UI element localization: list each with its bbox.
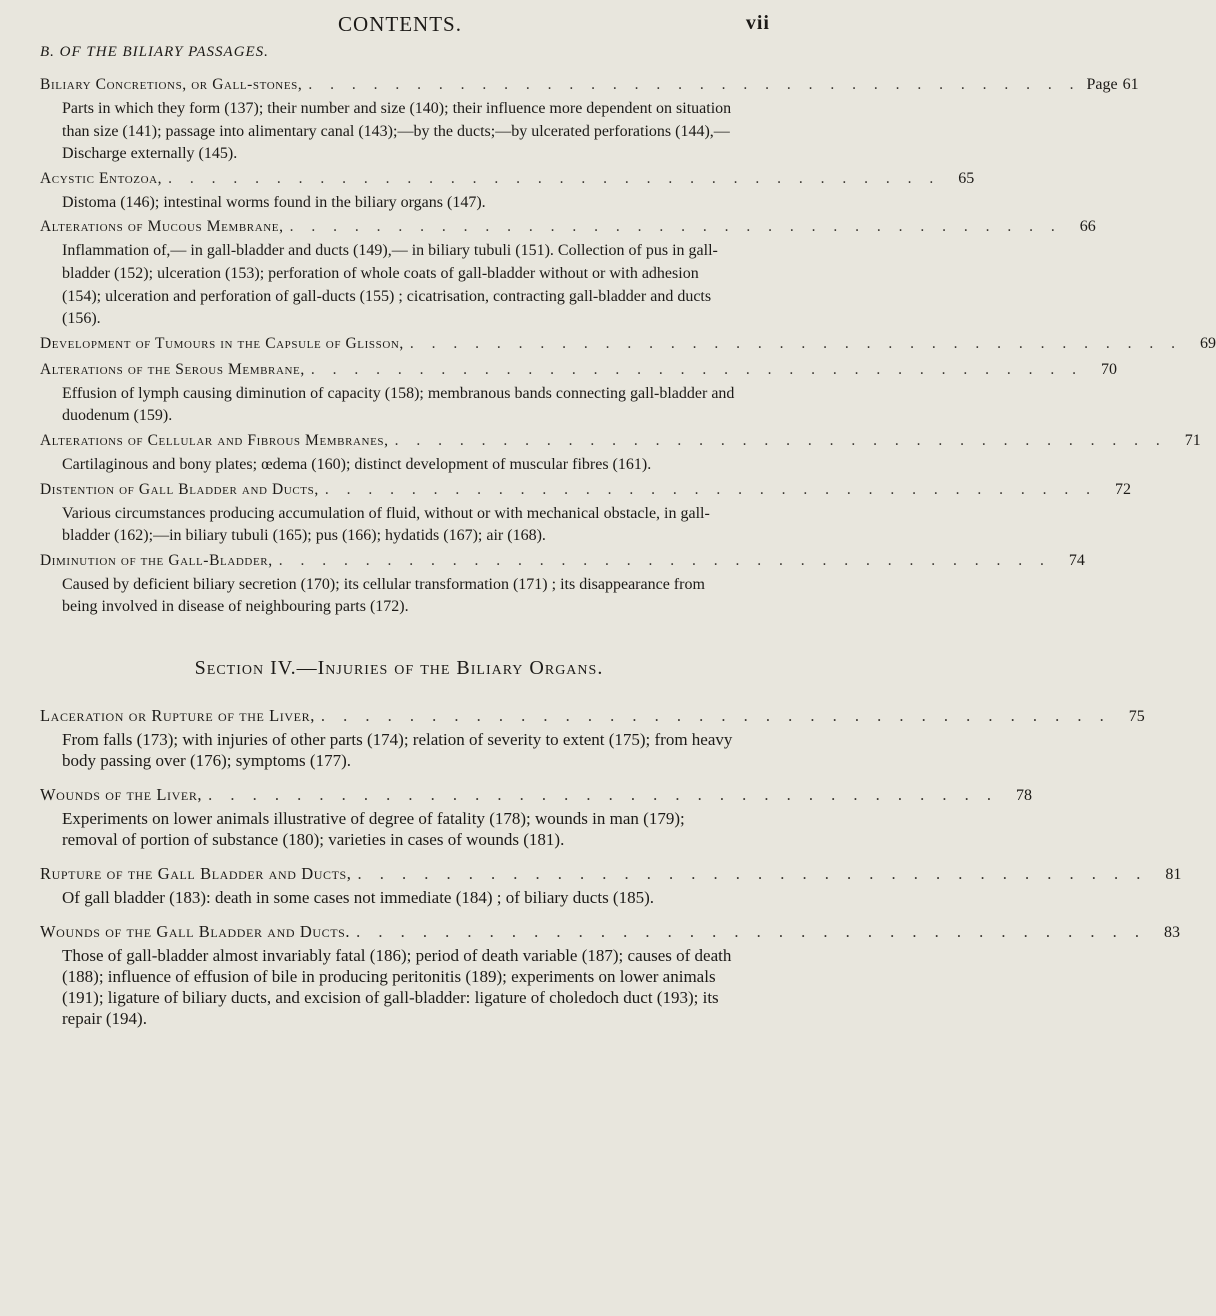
toc-page-number: 71 — [1184, 431, 1201, 449]
toc-entry-description: Cartilaginous and bony plates; œdema (160); distinct development of muscular fibres (161). — [62, 455, 652, 473]
toc-entry-description: From falls (173); with injuries of other parts (174); relation of severity to extent (175); from heavy body passing over (176); symptoms (177). — [62, 729, 733, 770]
toc-page-number: 72 — [1114, 480, 1131, 498]
dot-leaders: . . . . . . . . . . . . . . . . . . . . . . . . . . . . . . . . . . . . — [208, 784, 999, 804]
toc-entry-heading — [40, 548, 1085, 574]
toc-entry — [40, 357, 1117, 428]
toc-entry-title: Alterations of Mucous Membrane, — [40, 218, 284, 236]
toc-entry-heading — [40, 357, 1117, 383]
toc-entry-description: Caused by deficient biliary secretion (170); its cellular transformation (171) ; its disappearance from being involved in disease of neighbouring parts (172). — [62, 575, 705, 616]
toc-entry-heading — [40, 72, 1139, 98]
toc-entry — [40, 477, 1131, 548]
toc-page-number: 74 — [1068, 551, 1085, 569]
toc-entry-heading — [40, 704, 1145, 729]
toc-entry — [40, 331, 1216, 357]
dot-leaders: . . . . . . . . . . . . . . . . . . . . . . . . . . . . . . . . . . . . — [320, 705, 1111, 725]
section-heading-prefix: Section IV.— — [194, 656, 318, 679]
dot-leaders: . . . . . . . . . . . . . . . . . . . . . . . . . . . . . . . . . . . . — [409, 334, 1183, 352]
page-label: Page — [1086, 76, 1118, 93]
toc-entry — [40, 704, 1145, 771]
toc-entry-title: Alterations of Cellular and Fibrous Membranes, — [40, 431, 389, 449]
toc-page-number: 78 — [1016, 786, 1033, 804]
toc-entry-description: Of gall bladder (183): death in some cases not immediate (184) ; of biliary ducts (185). — [62, 887, 655, 907]
toc-entry-title: Rupture of the Gall Bladder and Ducts, — [40, 863, 352, 883]
dot-leaders: . . . . . . . . . . . . . . . . . . . . . . . . . . . . . . . . . . . . — [308, 76, 1081, 93]
toc-entry-description: Effusion of lymph causing diminution of capacity (158); membranous bands connecting gall-bladder and duodenum (159). — [62, 384, 735, 425]
subsection-heading: B. OF THE BILIARY PASSAGES. — [40, 44, 269, 60]
toc-entry-description: Various circumstances producing accumulation of fluid, without or with mechanical obstacle, in gall-bladder (162);—in biliary tubuli (165); pus (166); hydatids (167); air (168). — [62, 504, 710, 545]
toc-entry — [40, 428, 1201, 477]
page-header — [0, 8, 800, 42]
dot-leaders: . . . . . . . . . . . . . . . . . . . . . . . . . . . . . . . . . . . . — [324, 480, 1097, 498]
toc-entry-description: Distoma (146); intestinal worms found in the biliary organs (147). — [62, 193, 486, 211]
page-number: vii — [745, 12, 770, 34]
toc-entry-title: Development of Tumours in the Capsule of Glisson, — [40, 334, 404, 352]
toc-entry-heading — [40, 214, 1096, 240]
dot-leaders: . . . . . . . . . . . . . . . . . . . . . . . . . . . . . . . . . . . . — [289, 218, 1062, 236]
toc-entry-title: Biliary Concretions, or Gall-stones, — [40, 76, 303, 93]
toc-page-number: 70 — [1100, 360, 1117, 378]
toc-page-ref — [1117, 705, 1145, 729]
toc-entry — [40, 166, 975, 215]
toc-entry-heading — [40, 862, 1182, 887]
dot-leaders: . . . . . . . . . . . . . . . . . . . . . . . . . . . . . . . . . . . . — [357, 863, 1148, 883]
toc-entry-description: Those of gall-bladder almost invariably fatal (186); period of death variable (187); causes of death (188); influence of effusion of bile in producing peritonitis (189); experiments on lower animals (191); ligature of biliary ducts, and excision of gall-bladder: ligature of choledoch duct (193); its repair (194). — [62, 945, 732, 1028]
toc-entry — [40, 72, 1139, 166]
dot-leaders: . . . . . . . . . . . . . . . . . . . . . . . . . . . . . . . . . . . . — [278, 551, 1051, 569]
toc-page-ref — [1004, 784, 1032, 808]
toc-entry-title: Distention of Gall Bladder and Ducts, — [40, 480, 319, 498]
toc-entry-title: Wounds of the Liver, — [40, 784, 203, 804]
toc-entry-heading — [40, 428, 1201, 454]
toc-page-ref — [1152, 921, 1180, 945]
toc-entry-heading — [40, 920, 1181, 945]
toc-entry-heading — [40, 166, 975, 192]
toc-entry-heading — [40, 331, 1216, 357]
dot-leaders: . . . . . . . . . . . . . . . . . . . . . . . . . . . . . . . . . . . . — [356, 921, 1147, 941]
section-heading — [40, 657, 758, 680]
toc-page-ref — [1089, 357, 1117, 383]
upper-entries — [40, 72, 1216, 619]
toc-page-number: 81 — [1165, 865, 1182, 883]
toc-page-ref — [946, 166, 974, 192]
lower-entries — [40, 704, 1182, 1029]
dot-leaders: . . . . . . . . . . . . . . . . . . . . . . . . . . . . . . . . . . . . — [310, 360, 1083, 378]
toc-entry-description: Experiments on lower animals illustrative of degree of fatality (178); wounds in man (179); removal of portion of substance (180); varieties in cases of wounds (181). — [62, 808, 685, 849]
toc-page-number: 66 — [1079, 218, 1096, 236]
section-heading-title: Injuries of the Biliary Organs. — [317, 656, 604, 679]
toc-page-ref — [1068, 214, 1096, 240]
toc-entry — [40, 548, 1085, 619]
running-title: CONTENTS. — [338, 12, 462, 36]
toc-entry — [40, 920, 1181, 1029]
toc-entry — [40, 783, 1033, 850]
toc-page-number: 69 — [1200, 334, 1216, 352]
toc-page-ref — [1153, 863, 1181, 887]
dot-leaders: . . . . . . . . . . . . . . . . . . . . . . . . . . . . . . . . . . . . — [394, 431, 1167, 449]
toc-entry-title: Wounds of the Gall Bladder and Ducts. — [40, 921, 351, 941]
toc-entry — [40, 214, 1096, 330]
toc-page-ref — [1057, 548, 1085, 574]
toc-page-ref — [1173, 428, 1201, 454]
toc-entry-description: Parts in which they form (137); their number and size (140); their influence more dependent on situation than size (141); passage into alimentary canal (143);—by the ducts;—by ulcerated perforations (144),—Discharge externally (145). — [62, 100, 732, 163]
toc-page-number: 83 — [1164, 923, 1181, 941]
toc-entry-heading — [40, 477, 1131, 503]
toc-page-number: 75 — [1128, 707, 1145, 725]
toc-page-number: 61 — [1122, 76, 1139, 93]
toc-page-ref — [1086, 72, 1139, 98]
toc-entry-title: Alterations of the Serous Membrane, — [40, 360, 305, 378]
contents-list — [40, 72, 1216, 1041]
toc-entry-title: Diminution of the Gall-Bladder, — [40, 551, 273, 569]
toc-entry-description: Inflammation of,— in gall-bladder and ducts (149),— in biliary tubuli (151). Collection of pus in gall-bladder (152); ulceration (153); perforation of whole coats of gall-bladder without or with adhesion (154); ulceration and perforation of gall-ducts (155) ; cicatrisation, contracting gall-bladder and ducts (156). — [62, 242, 718, 328]
toc-page-ref — [1188, 331, 1216, 357]
toc-page-number: 65 — [958, 169, 975, 187]
toc-entry-title: Laceration or Rupture of the Liver, — [40, 705, 315, 725]
toc-page-ref — [1103, 477, 1131, 503]
toc-entry — [40, 862, 1182, 908]
toc-entry-title: Acystic Entozoa, — [40, 169, 163, 187]
toc-entry-heading — [40, 783, 1033, 808]
dot-leaders: . . . . . . . . . . . . . . . . . . . . . . . . . . . . . . . . . . . . — [168, 169, 941, 187]
